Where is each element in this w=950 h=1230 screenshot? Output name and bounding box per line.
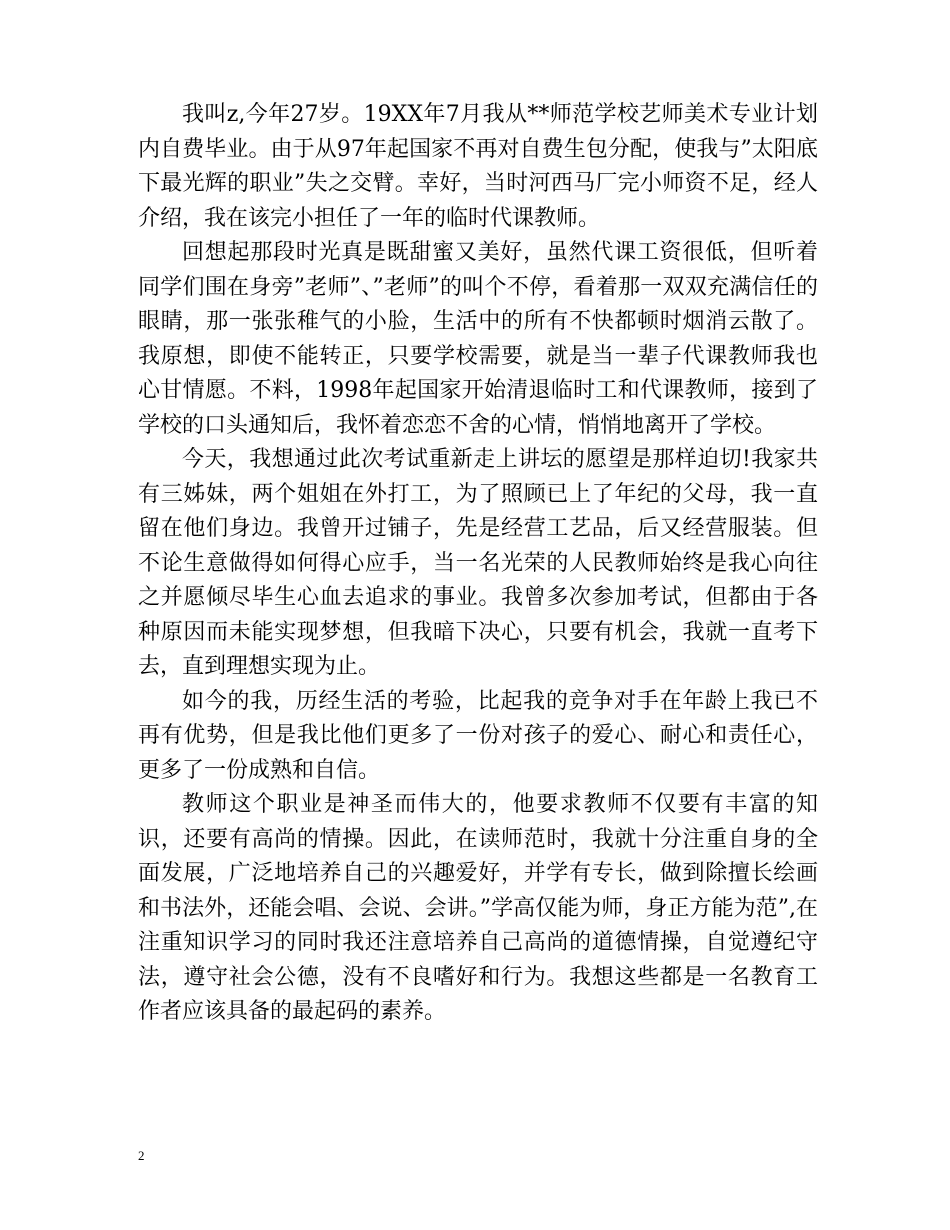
paragraph-2: 回想起那段时光真是既甜蜜又美好，虽然代课工资很低，但听着同学们围在身旁”老师”、”老师”的叫个不停，看着那一双双充满信任的眼睛，那一张张稚气的小脸，生活中的所有不快都顿时烟消云散了。我原想，即使不能转正，只要学校需要，就是当一辈子代课教师我也心甘情愿。不料，1998年起国家开始清退临时工和代课教师，接到了学校的口头通知后，我怀着恋恋不舍的心情，悄悄地离开了学校。 bbox=[138, 240, 818, 438]
paragraph-3: 今天，我想通过此次考试重新走上讲坛的愿望是那样迫切!我家共有三姊妹，两个姐姐在外打工，为了照顾已上了年纪的父母，我一直留在他们身边。我曾开过铺子，先是经营工艺品，后又经营服装。但不论生意做得如何得心应手，当一名光荣的人民教师始终是我心向往之并愿倾尽毕生心血去追求的事业。我曾多次参加考试，但都由于各种原因而未能实现梦想，但我暗下决心，只要有机会，我就一直考下去，直到理想实现为止。 bbox=[138, 447, 818, 679]
paragraph-1: 我叫z,今年27岁。19XX年7月我从**师范学校艺师美术专业计划内自费毕业。由于从97年起国家不再对自费生包分配，使我与”太阳底下最光辉的职业”失之交臂。幸好，当时河西马厂完小师资不足，经人介绍，我在该完小担任了一年的临时代课教师。 bbox=[138, 102, 818, 231]
paragraph-5: 教师这个职业是神圣而伟大的，他要求教师不仅要有丰富的知识，还要有高尚的情操。因此，在读师范时，我就十分注重自身的全面发展，广泛地培养自己的兴趣爱好，并学有专长，做到除擅长绘画和书法外，还能会唱、会说、会讲。”学高仅能为师，身正方能为范”,在注重知识学习的同时我还注意培养自己高尚的道德情操，自觉遵纪守法，遵守社会公德，没有不良嗜好和行为。我想这些都是一名教育工作者应该具备的最起码的素养。 bbox=[138, 792, 818, 1024]
page-number: 2 bbox=[138, 1148, 145, 1163]
paragraph-4: 如今的我，历经生活的考验，比起我的竞争对手在年龄上我已不再有优势，但是我比他们更多了一份对孩子的爱心、耐心和责任心，更多了一份成熟和自信。 bbox=[138, 688, 818, 783]
document-body bbox=[138, 98, 818, 1030]
